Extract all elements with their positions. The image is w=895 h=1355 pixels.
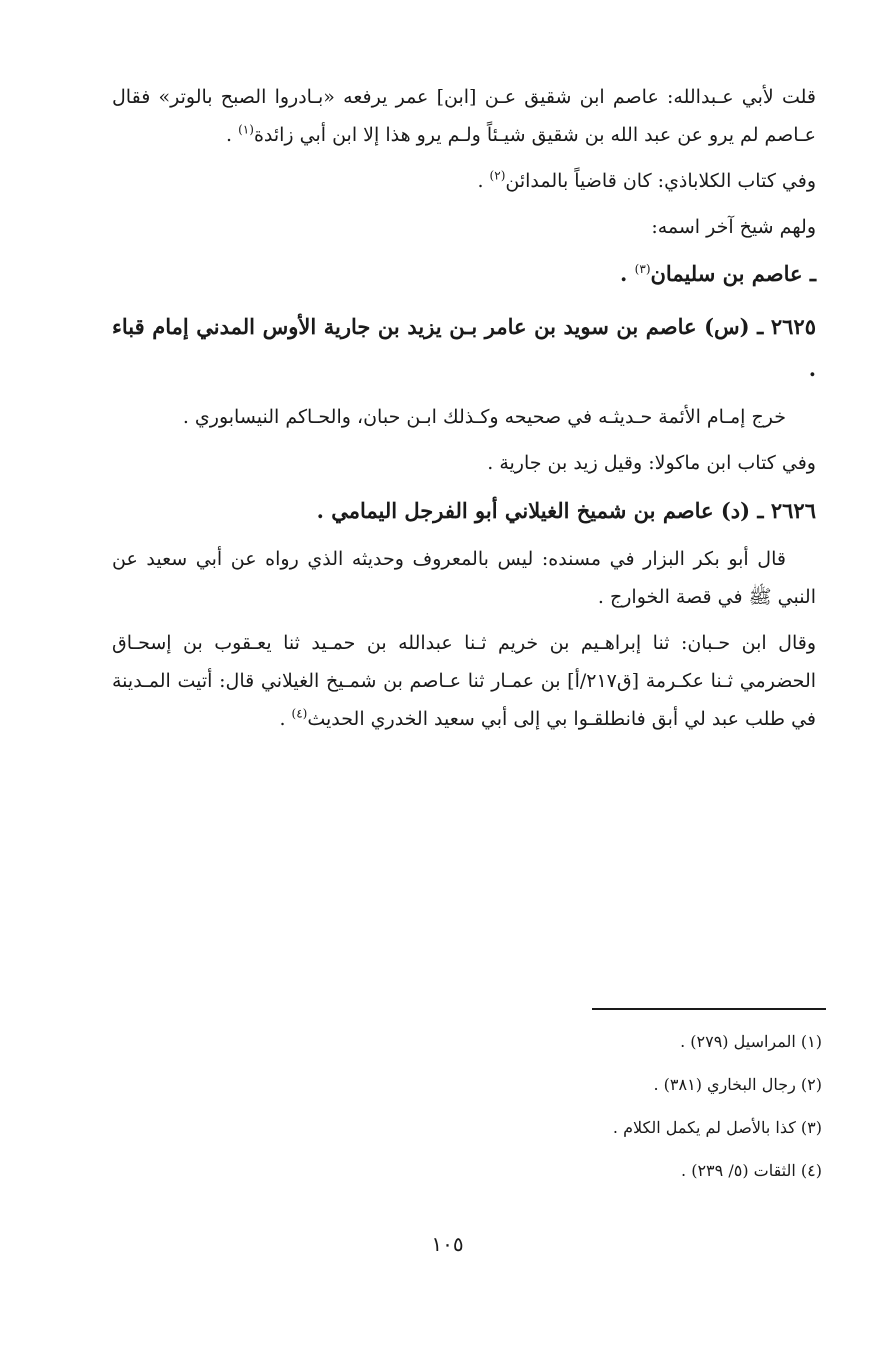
footnote-1: (١) المراسيل (٢٧٩) . bbox=[680, 1032, 822, 1051]
footnote-ref-3[interactable]: (٣) bbox=[634, 262, 651, 276]
entry-heading-2625: ٢٦٢٥ ـ (س) عاصم بن سويد بن عامر بـن يزيد بن جارية الأوس المدني إمام قباء . bbox=[112, 314, 816, 381]
entry-heading-2626: ٢٦٢٦ ـ (د) عاصم بن شميخ الغيلاني أبو الفرجل اليمامي . bbox=[316, 498, 816, 523]
footnote-4: (٤) الثقات (٥/ ٢٣٩) . bbox=[681, 1161, 822, 1180]
paragraph-8-end: . bbox=[279, 708, 292, 730]
footnote-ref-1[interactable]: (١) bbox=[238, 122, 254, 137]
paragraph-8-text: وقال ابن حـبان: ثنا إبراهـيم بن خريم ثـنا عبدالله بن حمـيد ثنا يعـقوب بن إسحـاق الحضرمي ثـنا عكـرمة [ق٢١٧/أ] بن عمـار ثنا عـاصم بن شمـيخ الغيلاني قال: أتيت المـدينة في طلب عبد لي أبق فانطلقـوا بي إلى أبي سعيد الخدري الحديث bbox=[112, 632, 817, 730]
sub-narrator-name: ـ عاصم بن سليمان bbox=[650, 261, 816, 286]
paragraph-1-end: . bbox=[226, 124, 239, 146]
paragraph-2-end: . bbox=[477, 170, 490, 192]
footnote-ref-2[interactable]: (٢) bbox=[489, 168, 506, 183]
footnote-divider bbox=[592, 1008, 826, 1010]
footnote-3: (٣) كذا بالأصل لم يكمل الكلام . bbox=[612, 1118, 822, 1137]
page-number: ١٠٥ bbox=[431, 1232, 464, 1256]
paragraph-7: قال أبو بكر البزار في مسنده: ليس بالمعروف وحديثه الذي رواه عن أبي سعيد عن النبي ﷺ في قصة الخوارج . bbox=[112, 548, 816, 608]
sub-narrator-end: . bbox=[620, 261, 635, 286]
footnote-2: (٢) رجال البخاري (٣٨١) . bbox=[653, 1075, 822, 1094]
paragraph-3: ولهم شيخ آخر اسمه: bbox=[651, 216, 816, 238]
paragraph-1 bbox=[112, 78, 816, 154]
paragraph-5: خرج إمـام الأئمة حـديثـه في صحيحه وكـذلك ابـن حبان، والحـاكم النيسابوري . bbox=[182, 406, 786, 428]
paragraph-6: وفي كتاب ابن ماكولا: وقيل زيد بن جارية . bbox=[487, 452, 816, 474]
paragraph-1-text: قلت لأبي عـبدالله: عاصم ابن شقيق عـن [ابن] عمر يرفعه «بـادروا الصبح بالوتر» فقال عـاصم لم يرو عن عبد الله بن شقيق شيـئاً ولـم يرو هذا إلا ابن أبي زائدة bbox=[112, 86, 816, 146]
paragraph-2 bbox=[112, 162, 816, 200]
footnotes bbox=[112, 1020, 822, 1192]
main-text bbox=[112, 78, 816, 746]
footnote-ref-4[interactable]: (٤) bbox=[291, 706, 308, 721]
paragraph-8 bbox=[112, 624, 816, 738]
paragraph-2-text: وفي كتاب الكلاباذي: كان قاضياً بالمدائن bbox=[505, 170, 816, 192]
sub-narrator-entry bbox=[112, 254, 816, 294]
